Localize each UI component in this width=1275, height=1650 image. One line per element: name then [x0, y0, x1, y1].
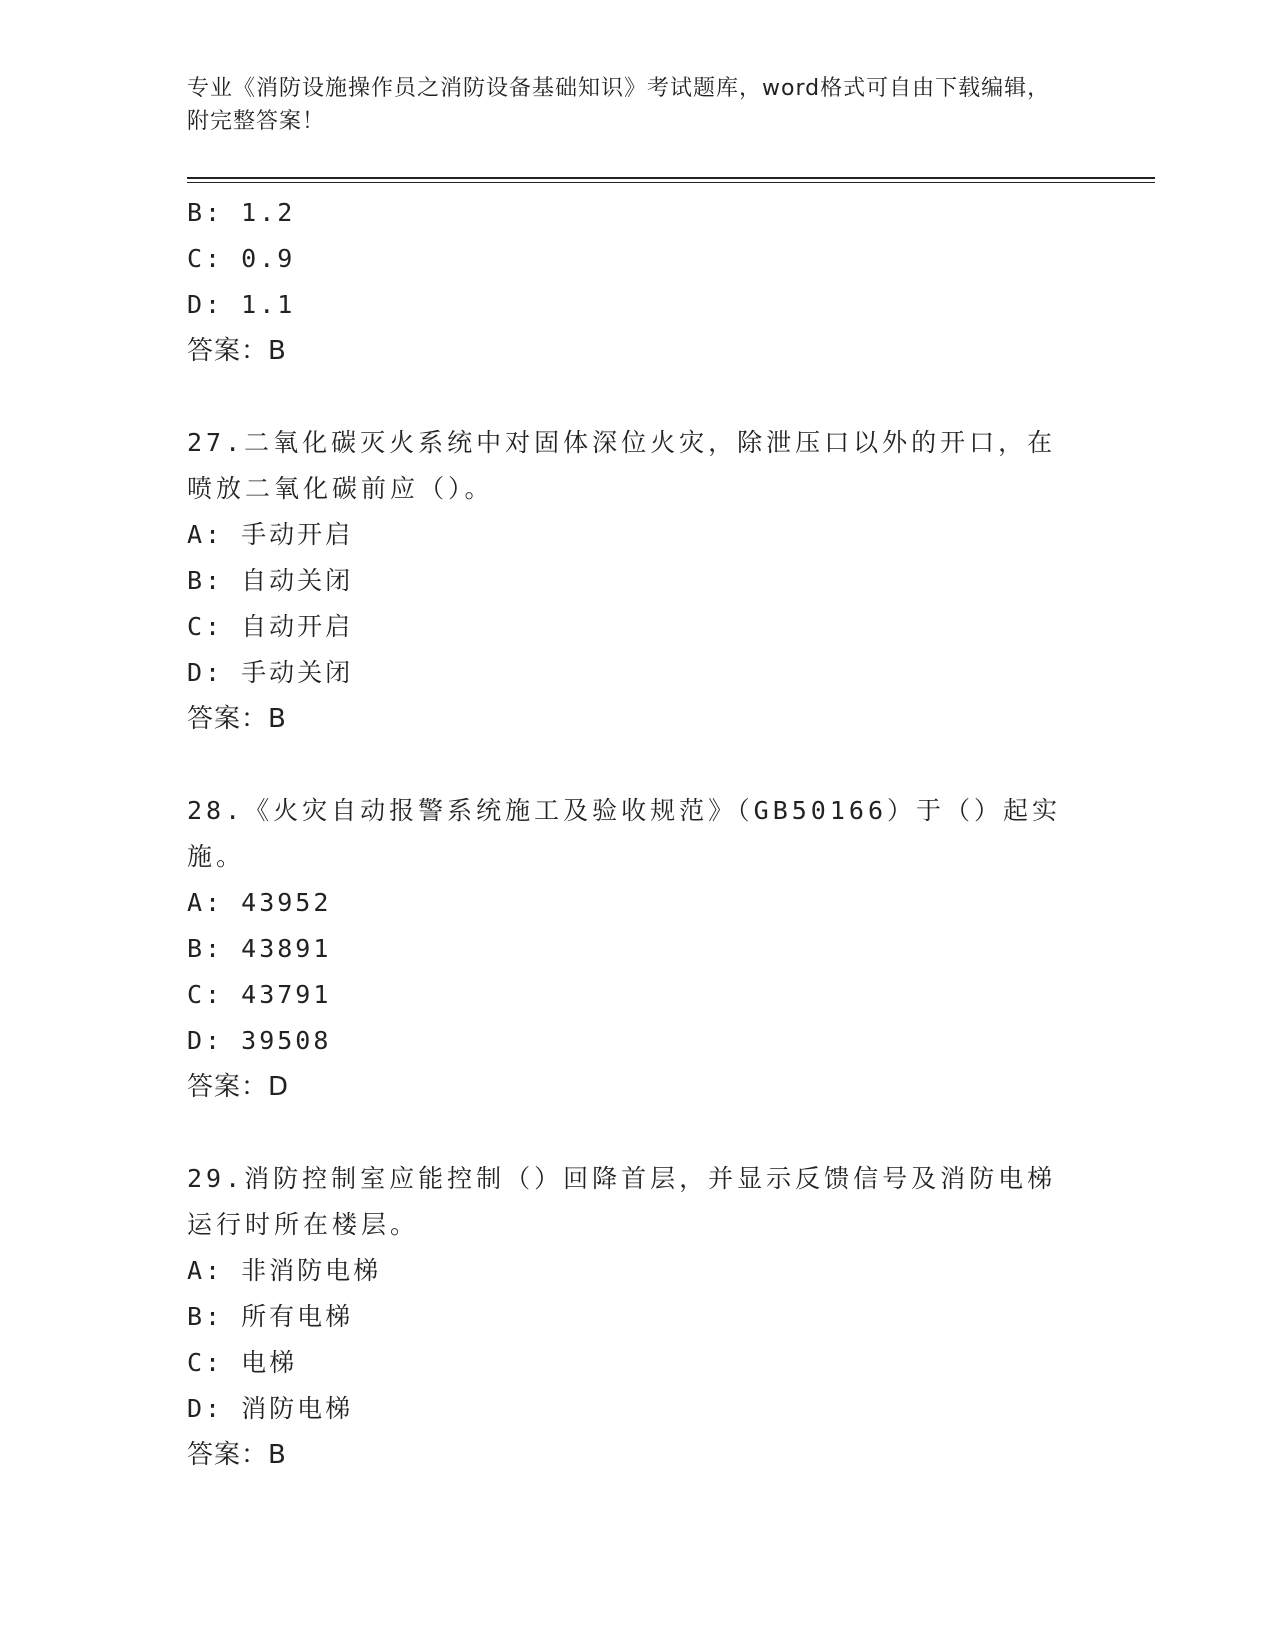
question-27: [187, 420, 1087, 742]
document-header: 专业《消防设施操作员之消防设备基础知识》考试题库，word格式可自由下载编辑，附完整答案！: [187, 76, 1051, 134]
option-d: D: 39508: [187, 1026, 332, 1055]
question-28: [187, 788, 1087, 1110]
question-text: 27.二氧化碳灭火系统中对固体深位火灾，除泄压口以外的开口，在喷放二氧化碳前应（）。: [187, 428, 1057, 503]
option-b: B: 所有电梯: [187, 1302, 354, 1331]
option-d: D: 手动关闭: [187, 658, 354, 687]
answer-line: 答案：B: [187, 336, 287, 366]
option-d: D: 1.1: [187, 290, 296, 319]
question-text: 29.消防控制室应能控制（）回降首层，并显示反馈信号及消防电梯运行时所在楼层。: [187, 1164, 1057, 1239]
option-d: D: 消防电梯: [187, 1394, 354, 1423]
option-c: C: 自动开启: [187, 612, 354, 641]
answer-line: 答案：B: [187, 1440, 287, 1470]
option-b: B: 1.2: [187, 198, 296, 227]
option-a: A: 43952: [187, 888, 332, 917]
option-c: C: 43791: [187, 980, 332, 1009]
option-c: C: 电梯: [187, 1348, 298, 1377]
option-a: A: 手动开启: [187, 520, 354, 549]
option-b: B: 自动关闭: [187, 566, 354, 595]
question-text: 28.《火灾自动报警系统施工及验收规范》（GB50166）于（）起实施。: [187, 796, 1062, 871]
answer-line: 答案：D: [187, 1072, 290, 1102]
header-rule-thin: [187, 182, 1155, 183]
option-b: B: 43891: [187, 934, 332, 963]
option-c: C: 0.9: [187, 244, 296, 273]
answer-line: 答案：B: [187, 704, 287, 734]
option-a: A: 非消防电梯: [187, 1256, 382, 1285]
question-list: [187, 190, 1087, 1478]
question-29: [187, 1156, 1087, 1478]
header-rule-thick: [187, 177, 1155, 179]
continued-question-block: [187, 190, 1087, 374]
